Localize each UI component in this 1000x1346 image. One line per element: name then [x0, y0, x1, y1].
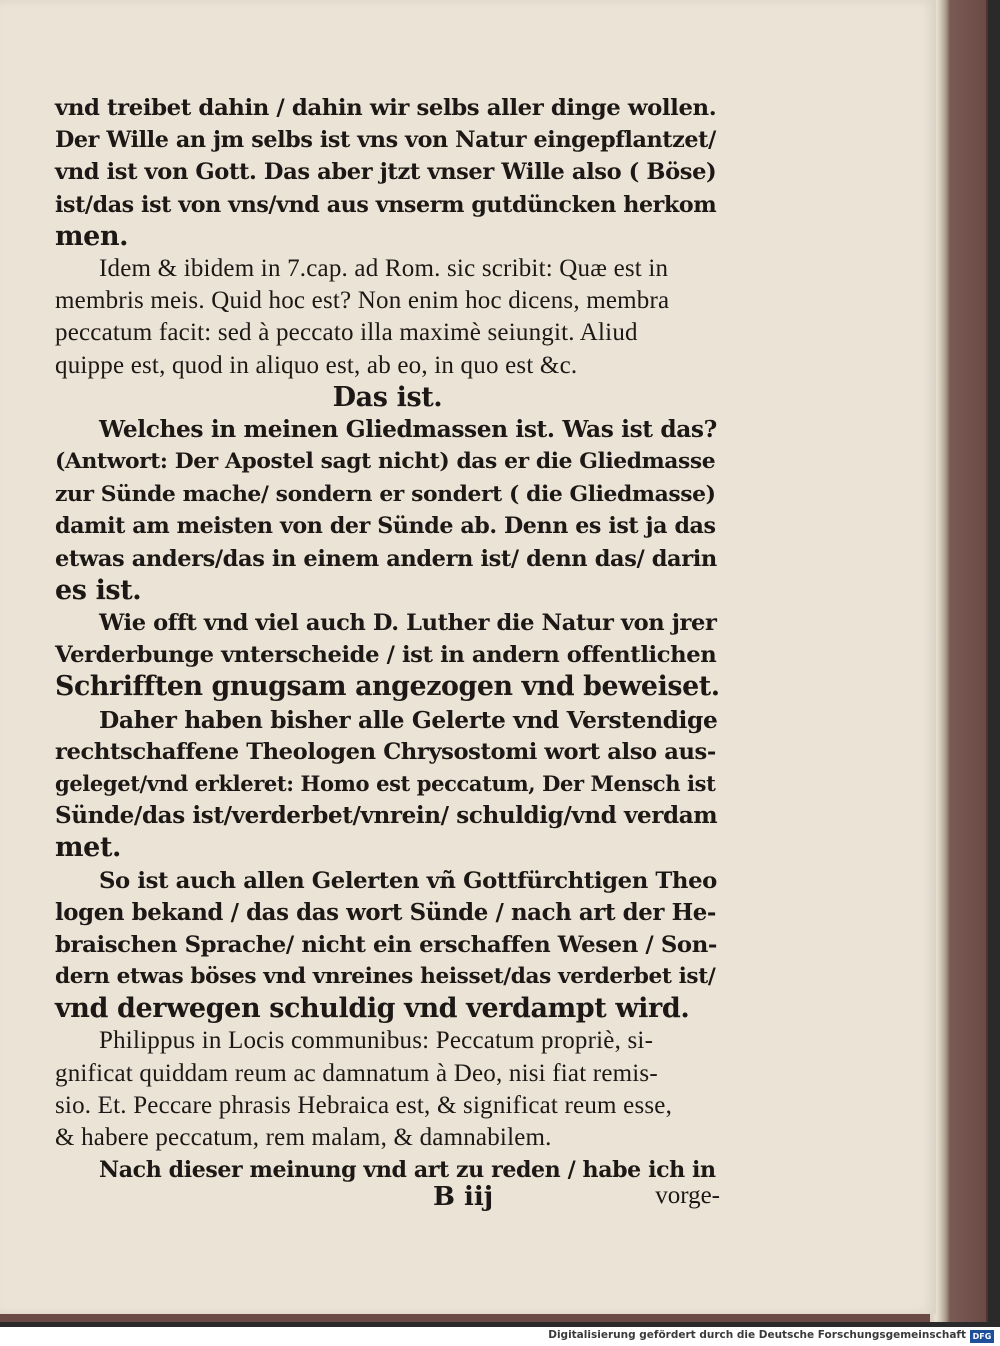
text-line: gnificat quiddam reum ac damnatum à Deo, nisi fiat remis-	[55, 1059, 658, 1087]
text-line: Nach dieser meinung vnd art zu reden / habe ich in	[99, 1157, 716, 1184]
text-line: membris meis. Quid hoc est? Non enim hoc dicens, membra	[55, 287, 670, 315]
dfg-logo: DFG	[970, 1330, 994, 1343]
text-line: damit am meisten von der Sünde ab. Denn es ist ja das	[55, 513, 716, 540]
text-line: Welches in meinen Gliedmassen ist. Was ist das?	[99, 415, 717, 443]
text-line: Philippus in Locis communibus: Peccatum propriè, si-	[99, 1027, 654, 1055]
page-text-block	[55, 92, 720, 1212]
text-line: peccatum facit: sed à peccato illa maximè seiungit. Aliud	[55, 319, 638, 347]
text-line: es ist.	[55, 574, 142, 606]
text-line: vnd ist von Gott. Das aber jtzt vnser Wille also ( Böse)	[55, 159, 717, 186]
text-line: geleget/vnd erkleret: Homo est peccatum, Der Mensch ist	[55, 770, 716, 796]
text-line: ist/das ist von vns/vnd aus vnserm gutdüncken herkom	[55, 191, 717, 218]
text-line: men.	[55, 220, 129, 252]
text-line: etwas anders/das in einem andern ist/ denn das/ darin	[55, 545, 717, 572]
text-line: met.	[55, 832, 122, 864]
text-line: (Antwort: Der Apostel sagt nicht) das er die Gliedmasse	[55, 449, 716, 475]
text-line: Schrifften gnugsam angezogen vnd beweiset.	[55, 671, 720, 703]
text-line: So ist auch allen Gelerten vñ Gottfürchtigen Theo	[99, 867, 717, 894]
signature-mark: B iij	[433, 1182, 494, 1212]
catchword: vorge-	[655, 1182, 720, 1209]
text-line: Idem & ibidem in 7.cap. ad Rom. sic scribit: Quæ est in	[99, 254, 669, 282]
text-line: vnd derwegen schuldig vnd verdampt wird.	[55, 993, 690, 1025]
text-line: rechtschaffene Theologen Chrysostomi wort also aus-	[55, 738, 716, 765]
page-edges	[930, 0, 986, 1322]
text-line: vnd treibet dahin / dahin wir selbs aller dinge wollen.	[55, 95, 717, 121]
text-line: Verderbunge vnterscheide / ist in andern offentlichen	[55, 642, 717, 669]
page-foot-line	[55, 1182, 720, 1216]
text-line: zur Sünde mache/ sondern er sondert ( die Gliedmasse)	[55, 481, 716, 508]
text-line: Das ist.	[332, 381, 443, 413]
digitization-footer	[0, 1327, 1000, 1346]
text-line: dern etwas böses vnd vnreines heisset/das verderbet ist/	[55, 964, 716, 990]
text-line: Der Wille an jm selbs ist vns von Natur eingepflantzet/	[55, 127, 716, 154]
text-line: Sünde/das ist/verderbet/vnrein/ schuldig/vnd verdam	[55, 802, 718, 830]
text-line: braischen Sprache/ nicht ein erschaffen Wesen / Son-	[55, 931, 717, 958]
footer-credit: Digitalisierung gefördert durch die Deutsche Forschungsgemeinschaft	[548, 1329, 966, 1341]
text-line: sio. Et. Peccare phrasis Hebraica est, & significat reum esse,	[55, 1091, 673, 1119]
text-line: quippe est, quod in aliquo est, ab eo, in quo est &c.	[55, 351, 578, 379]
text-line: Daher haben bisher alle Gelerte vnd Verstendige	[99, 705, 718, 734]
text-line: logen bekand / das das wort Sünde / nach art der He-	[55, 899, 717, 926]
text-line: Wie offt vnd viel auch D. Luther die Natur von jrer	[99, 610, 717, 636]
text-line: & habere peccatum, rem malam, & damnabilem.	[55, 1124, 552, 1151]
